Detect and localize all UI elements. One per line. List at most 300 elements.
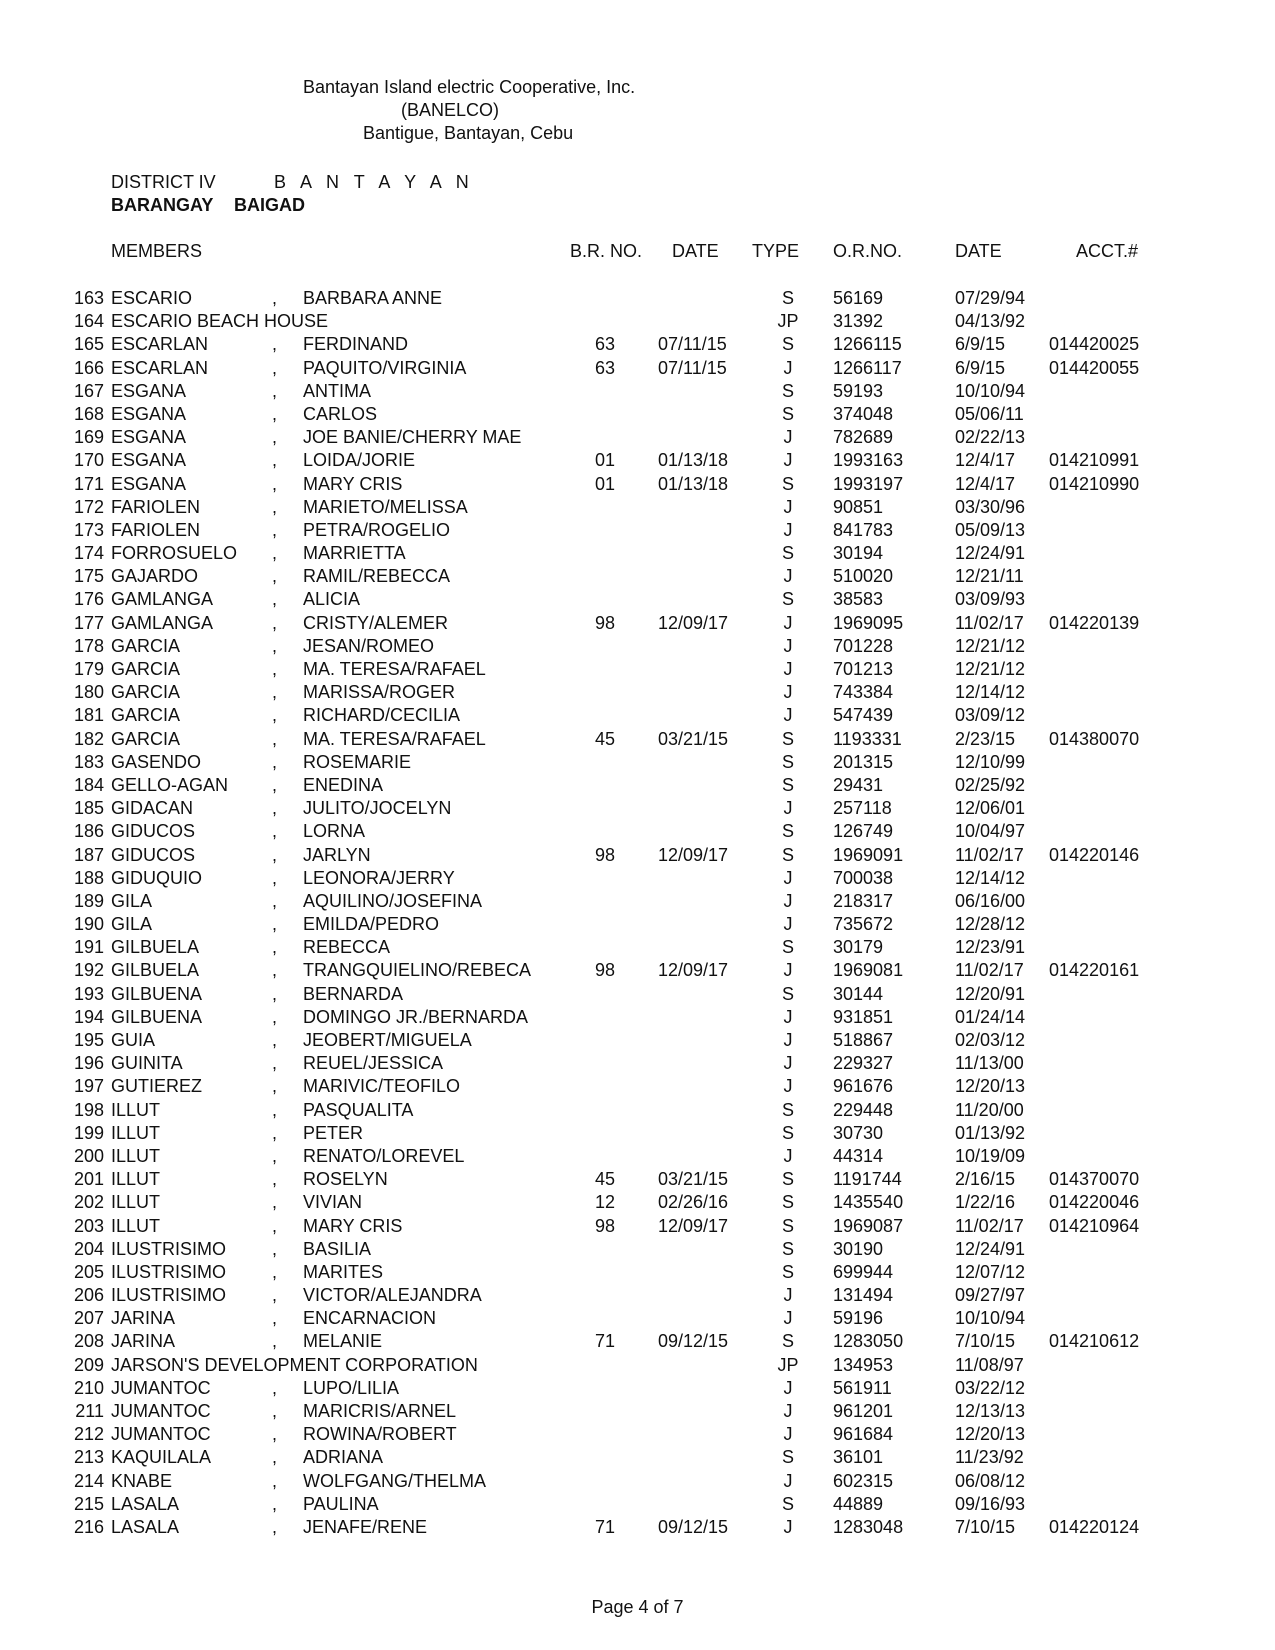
table-row xyxy=(0,1238,1275,1261)
col-or-no: O.R.NO. xyxy=(833,241,903,261)
last-name: GILA xyxy=(111,914,153,935)
or-number: 701228 xyxy=(833,635,894,656)
name-separator: , xyxy=(272,774,278,795)
account-number: 014420055 xyxy=(1049,357,1140,378)
table-row xyxy=(0,1075,1275,1098)
account-number: 014370070 xyxy=(1049,1169,1140,1190)
last-name: ESGANA xyxy=(111,380,187,401)
name-separator: , xyxy=(272,1145,278,1166)
or-number: 56169 xyxy=(833,288,884,308)
row-number: 189 xyxy=(73,890,104,911)
last-name: LASALA xyxy=(111,1493,180,1514)
last-name: JARSON'S DEVELOPMENT CORPORATION xyxy=(111,1354,478,1375)
last-name: JARINA xyxy=(111,1331,176,1352)
account-number: 014220124 xyxy=(1049,1516,1140,1537)
member-type: S xyxy=(781,728,794,749)
or-date: 10/04/97 xyxy=(955,821,1026,842)
table-row xyxy=(0,890,1275,913)
last-name: GUIA xyxy=(111,1030,156,1050)
district-name: B A N T A Y A N xyxy=(274,172,474,192)
br-number: 45 xyxy=(594,728,616,749)
row-number: 193 xyxy=(73,983,104,1004)
or-date: 12/4/17 xyxy=(955,450,1016,471)
row-number: 200 xyxy=(73,1145,104,1166)
name-separator: , xyxy=(272,519,278,540)
member-type: J xyxy=(783,496,793,517)
last-name: ESGANA xyxy=(111,450,187,471)
table-row xyxy=(0,1423,1275,1446)
or-date: 12/14/12 xyxy=(955,867,1026,888)
barangay-name: BAIGAD xyxy=(234,195,305,215)
or-number: 1969087 xyxy=(833,1215,904,1236)
or-number: 735672 xyxy=(833,914,894,935)
name-separator: , xyxy=(272,357,278,378)
member-type: J xyxy=(783,1145,793,1166)
table-row xyxy=(0,1330,1275,1353)
row-number: 181 xyxy=(73,705,104,726)
first-name: MA. TERESA/RAFAEL xyxy=(303,659,486,679)
last-name: ESCARLAN xyxy=(111,357,209,378)
or-date: 12/24/91 xyxy=(955,1238,1026,1259)
or-date: 12/20/13 xyxy=(955,1076,1026,1097)
row-number: 215 xyxy=(73,1493,104,1514)
or-number: 59193 xyxy=(833,380,884,401)
member-type: S xyxy=(781,1099,794,1120)
or-number: 931851 xyxy=(833,1006,894,1027)
row-number: 195 xyxy=(73,1030,104,1050)
br-number: 98 xyxy=(594,1215,616,1236)
member-type: S xyxy=(781,1122,794,1143)
first-name: JULITO/JOCELYN xyxy=(303,798,452,819)
row-number: 176 xyxy=(73,589,104,610)
or-number: 36101 xyxy=(833,1447,884,1468)
row-number: 163 xyxy=(73,288,104,308)
last-name: JUMANTOC xyxy=(111,1424,211,1445)
table-row xyxy=(0,1354,1275,1377)
name-separator: , xyxy=(272,1493,278,1514)
member-type: J xyxy=(783,914,793,935)
or-date: 12/21/12 xyxy=(955,635,1026,656)
or-date: 6/9/15 xyxy=(955,357,1006,378)
or-date: 11/02/17 xyxy=(955,612,1024,633)
table-row xyxy=(0,913,1275,936)
member-type: JP xyxy=(777,311,799,332)
name-separator: , xyxy=(272,635,278,656)
row-number: 190 xyxy=(73,914,104,935)
member-type: J xyxy=(783,357,793,378)
name-separator: , xyxy=(272,798,278,819)
name-separator: , xyxy=(272,890,278,911)
last-name: JARINA xyxy=(111,1308,176,1329)
table-row xyxy=(0,867,1275,890)
member-type: S xyxy=(781,473,794,494)
or-number: 59196 xyxy=(833,1308,884,1329)
first-name: BARBARA ANNE xyxy=(303,288,443,308)
name-separator: , xyxy=(272,380,278,401)
row-number: 169 xyxy=(73,427,104,448)
br-number: 01 xyxy=(594,473,616,494)
br-number: 98 xyxy=(594,844,616,865)
name-separator: , xyxy=(272,983,278,1004)
name-separator: , xyxy=(272,1169,278,1190)
first-name: VIVIAN xyxy=(303,1192,363,1213)
first-name: ROSEMARIE xyxy=(303,751,412,772)
first-name: JOE BANIE/CHERRY MAE xyxy=(303,427,522,448)
org-address: Bantigue, Bantayan, Cebu xyxy=(363,123,574,143)
name-separator: , xyxy=(272,1470,278,1491)
or-date: 06/08/12 xyxy=(955,1470,1026,1491)
member-type: J xyxy=(783,1285,793,1306)
or-date: 1/22/16 xyxy=(955,1192,1016,1213)
first-name: MARITES xyxy=(303,1261,384,1282)
row-number: 173 xyxy=(73,519,104,540)
row-number: 186 xyxy=(73,821,104,842)
member-type: J xyxy=(783,867,793,888)
first-name: JENAFE/RENE xyxy=(303,1516,428,1537)
col-date: DATE xyxy=(672,241,719,261)
name-separator: , xyxy=(272,659,278,679)
br-date: 03/21/15 xyxy=(658,728,729,749)
last-name: GILBUELA xyxy=(111,937,200,958)
account-number: 014220146 xyxy=(1049,844,1140,865)
row-number: 205 xyxy=(73,1261,104,1282)
table-row xyxy=(0,1099,1275,1122)
table-row xyxy=(0,936,1275,959)
last-name: GAJARDO xyxy=(111,566,199,587)
account-number: 014220139 xyxy=(1049,612,1140,633)
table-row xyxy=(0,449,1275,472)
col-or-date: DATE xyxy=(955,241,1002,261)
or-date: 11/02/17 xyxy=(955,960,1024,981)
row-number: 175 xyxy=(73,566,104,587)
row-number: 196 xyxy=(73,1053,104,1074)
or-number: 31392 xyxy=(833,311,884,332)
last-name: KAQUILALA xyxy=(111,1447,212,1468)
account-number: 014420025 xyxy=(1049,334,1140,355)
table-row xyxy=(0,751,1275,774)
or-number: 1193331 xyxy=(833,728,902,749)
or-date: 03/22/12 xyxy=(955,1377,1026,1398)
last-name: GIDUCOS xyxy=(111,844,196,865)
or-number: 134953 xyxy=(833,1354,894,1375)
account-number: 014380070 xyxy=(1049,728,1140,749)
or-number: 44314 xyxy=(833,1145,884,1166)
row-number: 188 xyxy=(73,867,104,888)
or-number: 561911 xyxy=(833,1377,892,1398)
or-number: 547439 xyxy=(833,705,894,726)
first-name: BASILIA xyxy=(303,1238,372,1259)
member-type: J xyxy=(783,1076,793,1097)
br-date: 01/13/18 xyxy=(658,450,729,471)
name-separator: , xyxy=(272,1261,278,1282)
member-type: J xyxy=(783,1516,793,1537)
table-row xyxy=(0,357,1275,380)
name-separator: , xyxy=(272,496,278,517)
member-type: S xyxy=(781,844,794,865)
last-name: LASALA xyxy=(111,1516,180,1537)
row-number: 209 xyxy=(73,1354,104,1375)
member-type: J xyxy=(783,659,793,679)
last-name: FORROSUELO xyxy=(111,543,238,564)
or-number: 1266117 xyxy=(833,357,902,378)
member-type: S xyxy=(781,751,794,772)
or-number: 30194 xyxy=(833,543,884,564)
br-number: 63 xyxy=(594,334,616,355)
district-label: DISTRICT IV xyxy=(111,172,216,192)
br-number: 98 xyxy=(594,960,616,981)
first-name: LUPO/LILIA xyxy=(303,1377,400,1398)
name-separator: , xyxy=(272,1401,278,1421)
first-name: ALICIA xyxy=(303,589,361,610)
member-type: S xyxy=(781,821,794,842)
table-row xyxy=(0,380,1275,403)
last-name: ILUSTRISIMO xyxy=(111,1285,227,1306)
or-date: 09/27/97 xyxy=(955,1285,1026,1306)
name-separator: , xyxy=(272,1076,278,1097)
or-date: 12/20/91 xyxy=(955,983,1026,1004)
or-number: 38583 xyxy=(833,589,884,610)
member-type: S xyxy=(781,543,794,564)
or-number: 374048 xyxy=(833,403,894,424)
name-separator: , xyxy=(272,612,278,633)
member-type: S xyxy=(781,1331,794,1352)
account-number: 014210964 xyxy=(1049,1215,1140,1236)
first-name: ENEDINA xyxy=(303,774,384,795)
last-name: GILBUENA xyxy=(111,1006,203,1027)
row-number: 199 xyxy=(73,1122,104,1143)
or-date: 02/03/12 xyxy=(955,1030,1026,1050)
table-row xyxy=(0,983,1275,1006)
col-type: TYPE xyxy=(752,241,800,261)
name-separator: , xyxy=(272,334,278,355)
member-type: S xyxy=(781,380,794,401)
row-number: 213 xyxy=(73,1447,104,1468)
last-name: FARIOLEN xyxy=(111,519,201,540)
table-row xyxy=(0,1168,1275,1191)
name-separator: , xyxy=(272,1447,278,1468)
table-row xyxy=(0,1006,1275,1029)
table-row xyxy=(0,1122,1275,1145)
last-name: GARCIA xyxy=(111,682,181,703)
row-number: 185 xyxy=(73,798,104,819)
row-number: 184 xyxy=(73,774,104,795)
first-name: JEOBERT/MIGUELA xyxy=(303,1030,472,1050)
table-row xyxy=(0,1493,1275,1516)
name-separator: , xyxy=(272,751,278,772)
first-name: AQUILINO/JOSEFINA xyxy=(303,890,483,911)
member-type: S xyxy=(781,937,794,958)
or-date: 07/29/94 xyxy=(955,288,1026,308)
first-name: RENATO/LOREVEL xyxy=(303,1145,465,1166)
row-number: 192 xyxy=(73,960,104,981)
name-separator: , xyxy=(272,914,278,935)
first-name: EMILDA/PEDRO xyxy=(303,914,440,935)
last-name: GAMLANGA xyxy=(111,589,214,610)
first-name: ROSELYN xyxy=(303,1169,388,1190)
or-date: 12/07/12 xyxy=(955,1261,1026,1282)
or-date: 7/10/15 xyxy=(955,1331,1016,1352)
row-number: 206 xyxy=(73,1285,104,1306)
table-row xyxy=(0,704,1275,727)
first-name: CRISTY/ALEMER xyxy=(303,612,449,633)
name-separator: , xyxy=(272,566,278,587)
first-name: ROWINA/ROBERT xyxy=(303,1424,457,1445)
table-row xyxy=(0,1215,1275,1238)
or-date: 10/10/94 xyxy=(955,380,1026,401)
br-date: 01/13/18 xyxy=(658,473,729,494)
name-separator: , xyxy=(272,728,278,749)
or-date: 12/13/13 xyxy=(955,1401,1026,1421)
or-date: 12/23/91 xyxy=(955,937,1026,958)
row-number: 165 xyxy=(73,334,104,355)
name-separator: , xyxy=(272,821,278,842)
table-row xyxy=(0,310,1275,333)
member-type: S xyxy=(781,983,794,1004)
or-number: 841783 xyxy=(833,519,894,540)
page-number: Page 4 of 7 xyxy=(591,1597,684,1617)
row-number: 166 xyxy=(73,357,104,378)
br-date: 12/09/17 xyxy=(658,960,729,981)
or-number: 1266115 xyxy=(833,334,902,355)
row-number: 174 xyxy=(73,543,104,564)
or-number: 131494 xyxy=(833,1285,894,1306)
or-number: 1969081 xyxy=(833,960,904,981)
last-name: GELLO-AGAN xyxy=(111,774,229,795)
or-date: 12/14/12 xyxy=(955,682,1026,703)
member-list xyxy=(0,287,1275,1539)
first-name: MARIETO/MELISSA xyxy=(303,496,468,517)
or-date: 12/10/99 xyxy=(955,751,1026,772)
member-type: J xyxy=(783,1424,793,1445)
br-number: 98 xyxy=(594,612,616,633)
name-separator: , xyxy=(272,1331,278,1352)
or-number: 518867 xyxy=(833,1030,894,1050)
name-separator: , xyxy=(272,1192,278,1213)
or-number: 1435540 xyxy=(833,1192,904,1213)
or-number: 1969095 xyxy=(833,612,904,633)
first-name: PETRA/ROGELIO xyxy=(303,519,451,540)
or-number: 229448 xyxy=(833,1099,894,1120)
member-type: J xyxy=(783,450,793,471)
last-name: ILLUT xyxy=(111,1169,161,1190)
first-name: MA. TERESA/RAFAEL xyxy=(303,728,486,749)
or-date: 05/09/13 xyxy=(955,519,1026,540)
col-br-no: B.R. NO. xyxy=(570,241,643,261)
or-number: 1191744 xyxy=(833,1169,902,1190)
name-separator: , xyxy=(272,589,278,610)
br-date: 12/09/17 xyxy=(658,844,729,865)
or-date: 03/30/96 xyxy=(955,496,1026,517)
member-type: J xyxy=(783,960,793,981)
or-number: 782689 xyxy=(833,427,894,448)
or-date: 12/20/13 xyxy=(955,1424,1026,1445)
or-date: 09/16/93 xyxy=(955,1493,1026,1514)
last-name: GARCIA xyxy=(111,659,181,679)
row-number: 201 xyxy=(73,1169,104,1190)
br-date: 12/09/17 xyxy=(658,612,729,633)
first-name: LEONORA/JERRY xyxy=(303,867,455,888)
member-type: S xyxy=(781,334,794,355)
last-name: ESGANA xyxy=(111,473,187,494)
member-type: S xyxy=(781,1261,794,1282)
or-number: 30190 xyxy=(833,1238,884,1259)
last-name: GASENDO xyxy=(111,751,202,772)
or-date: 7/10/15 xyxy=(955,1516,1016,1537)
table-row xyxy=(0,844,1275,867)
name-separator: , xyxy=(272,705,278,726)
row-number: 194 xyxy=(73,1006,104,1027)
first-name: LOIDA/JORIE xyxy=(303,450,416,471)
or-number: 218317 xyxy=(833,890,894,911)
first-name: PAQUITO/VIRGINIA xyxy=(303,357,467,378)
first-name: REUEL/JESSICA xyxy=(303,1053,444,1074)
or-number: 44889 xyxy=(833,1493,884,1514)
table-row xyxy=(0,1307,1275,1330)
last-name: ESCARIO xyxy=(111,288,193,308)
or-number: 701213 xyxy=(833,659,894,679)
name-separator: , xyxy=(272,288,278,308)
name-separator: , xyxy=(272,937,278,958)
or-date: 12/21/11 xyxy=(955,566,1024,587)
table-row xyxy=(0,473,1275,496)
first-name: VICTOR/ALEJANDRA xyxy=(303,1285,482,1306)
or-date: 02/25/92 xyxy=(955,774,1026,795)
last-name: GUTIEREZ xyxy=(111,1076,203,1097)
or-date: 10/10/94 xyxy=(955,1308,1026,1329)
row-number: 177 xyxy=(73,612,104,633)
row-number: 164 xyxy=(73,311,104,332)
name-separator: , xyxy=(272,682,278,703)
or-number: 699944 xyxy=(833,1261,894,1282)
or-date: 06/16/00 xyxy=(955,890,1026,911)
account-number: 014210990 xyxy=(1049,473,1140,494)
or-date: 10/19/09 xyxy=(955,1145,1026,1166)
br-date: 12/09/17 xyxy=(658,1215,729,1236)
br-date: 09/12/15 xyxy=(658,1331,729,1352)
member-type: S xyxy=(781,1447,794,1468)
org-abbreviation: (BANELCO) xyxy=(401,100,500,120)
or-number: 201315 xyxy=(833,751,894,772)
last-name: ILLUT xyxy=(111,1145,161,1166)
or-number: 30144 xyxy=(833,983,884,1004)
member-type: J xyxy=(783,1470,793,1491)
or-date: 12/28/12 xyxy=(955,914,1026,935)
last-name: ILLUT xyxy=(111,1192,161,1213)
member-type: S xyxy=(781,1215,794,1236)
member-type: J xyxy=(783,519,793,540)
first-name: MARIVIC/TEOFILO xyxy=(303,1076,461,1097)
or-date: 04/13/92 xyxy=(955,311,1026,332)
br-date: 07/11/15 xyxy=(658,357,727,378)
row-number: 183 xyxy=(73,751,104,772)
member-type: J xyxy=(783,890,793,911)
table-row xyxy=(0,588,1275,611)
last-name: GARCIA xyxy=(111,705,181,726)
or-date: 02/22/13 xyxy=(955,427,1026,448)
first-name: MARY CRIS xyxy=(303,473,403,494)
or-date: 11/02/17 xyxy=(955,1215,1024,1236)
or-number: 229327 xyxy=(833,1053,894,1074)
first-name: CARLOS xyxy=(303,403,378,424)
table-row xyxy=(0,1377,1275,1400)
last-name: KNABE xyxy=(111,1470,173,1491)
row-number: 179 xyxy=(73,659,104,679)
name-separator: , xyxy=(272,1516,278,1537)
last-name: GUINITA xyxy=(111,1053,183,1074)
first-name: LORNA xyxy=(303,821,366,842)
row-number: 197 xyxy=(73,1076,104,1097)
last-name: ILLUT xyxy=(111,1122,161,1143)
